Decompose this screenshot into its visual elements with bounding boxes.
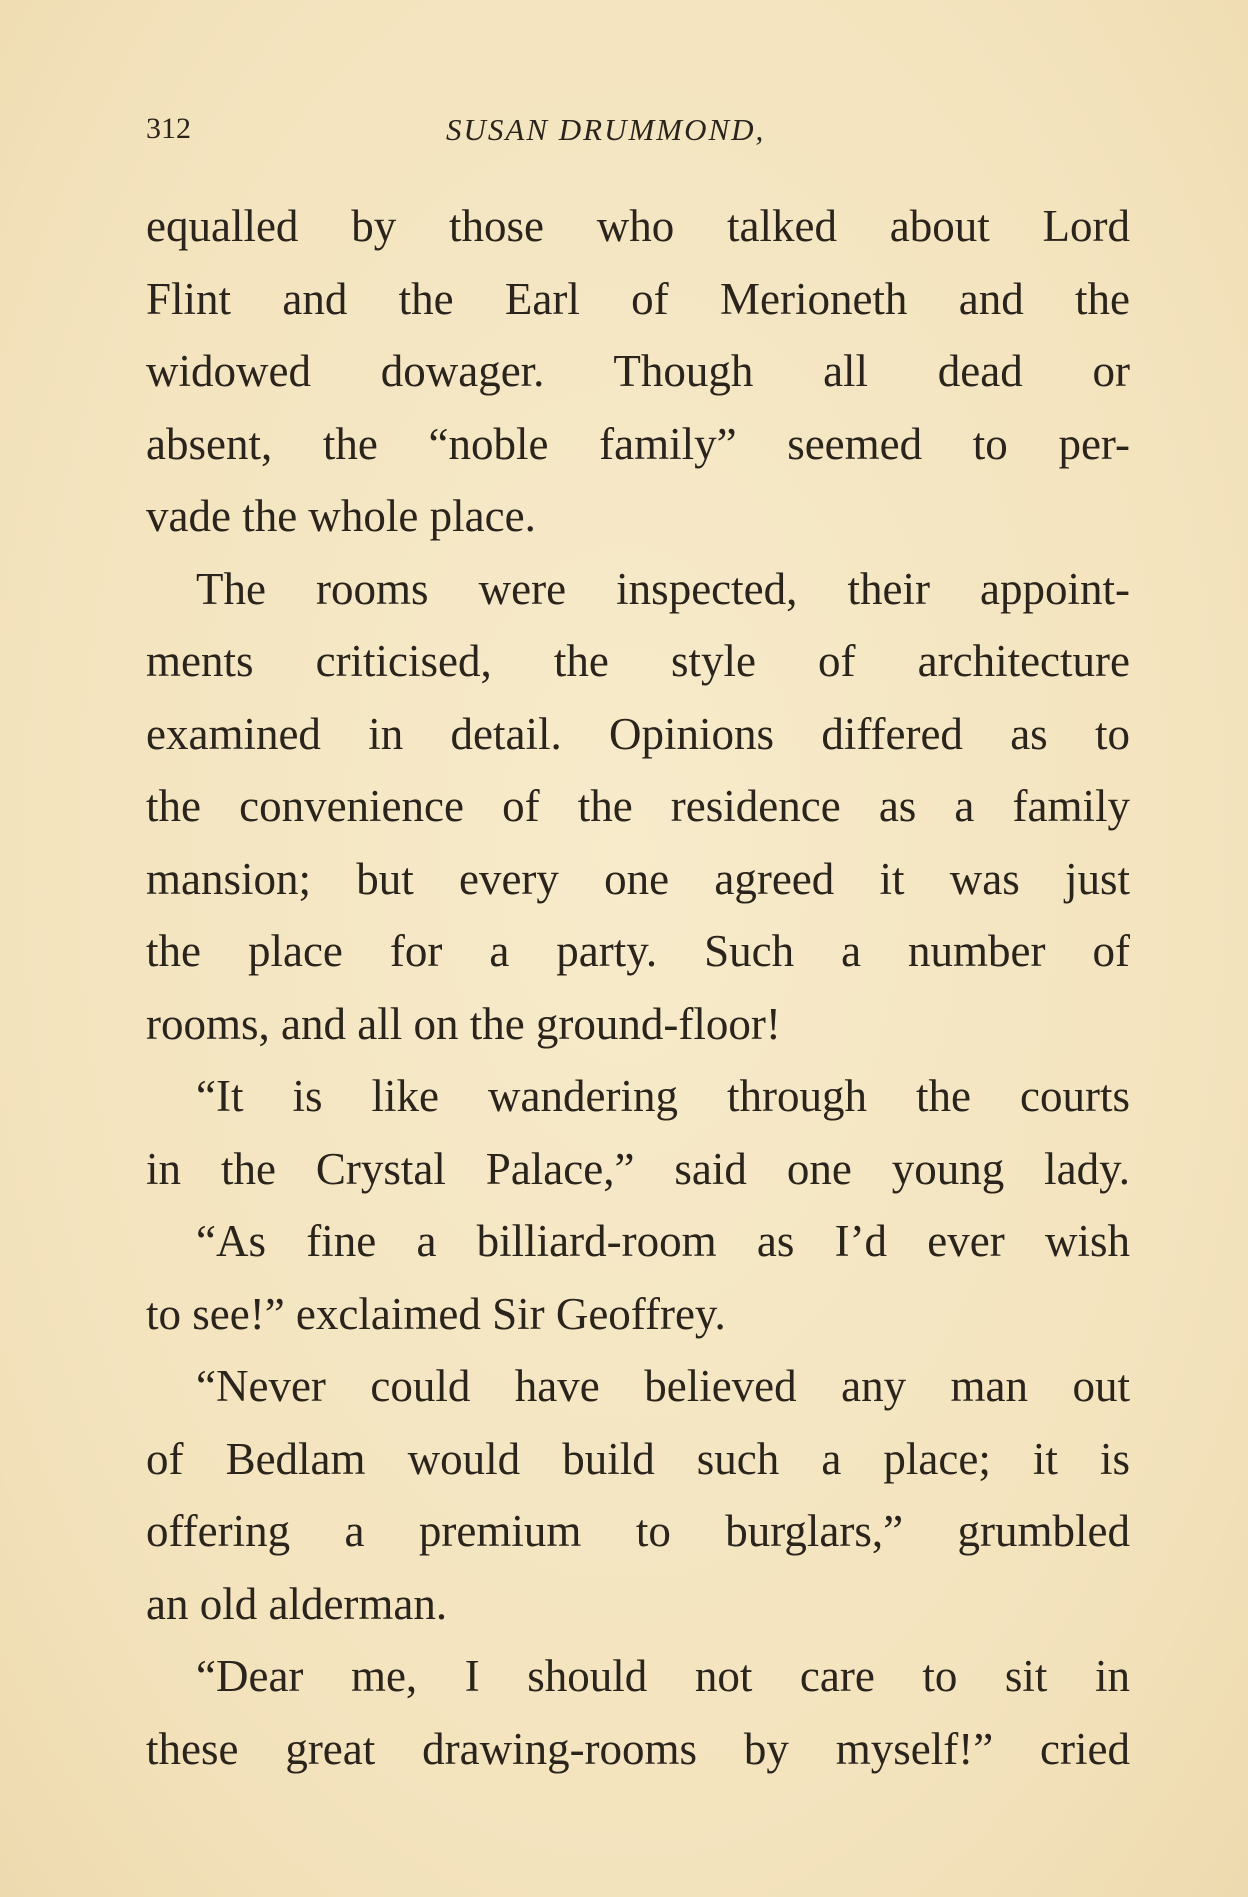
text-line: The rooms were inspected, their appoint- xyxy=(196,563,1130,614)
text-line: mansion; but every one agreed it was just xyxy=(146,853,1130,904)
text-line: “Never could have believed any man out xyxy=(196,1361,1130,1411)
text-line: the convenience of the residence as a family xyxy=(146,781,1130,831)
text-line: offering a premium to burglars,” grumbled xyxy=(146,1506,1130,1556)
text-line: “It is like wandering through the courts xyxy=(196,1071,1130,1121)
text-line: rooms, and all on the ground-floor! xyxy=(146,998,781,1049)
text-line: of Bedlam would build such a place; it is xyxy=(146,1433,1130,1484)
text-line: an old alderman. xyxy=(146,1578,448,1629)
text-line: Flint and the Earl of Merioneth and the xyxy=(146,273,1130,324)
body-text xyxy=(146,190,1130,1785)
text-line: in the Crystal Palace,” said one young lady. xyxy=(146,1143,1130,1194)
text-line: “As fine a billiard-room as I’d ever wish xyxy=(196,1216,1130,1266)
text-line: absent, the “noble family” seemed to per- xyxy=(146,418,1130,469)
text-line: ments criticised, the style of architecture xyxy=(146,636,1130,686)
text-line: examined in detail. Opinions differed as to xyxy=(146,708,1130,759)
running-title: SUSAN DRUMMOND, xyxy=(446,112,766,147)
page-header xyxy=(146,112,1116,160)
text-line: widowed dowager. Though all dead or xyxy=(146,346,1130,396)
text-line: to see!” exclaimed Sir Geoffrey. xyxy=(146,1288,726,1339)
text-line: vade the whole place. xyxy=(146,491,536,541)
text-line: the place for a party. Such a number of xyxy=(146,926,1130,976)
text-line: these great drawing-rooms by myself!” cried xyxy=(146,1723,1130,1774)
text-line: equalled by those who talked about Lord xyxy=(146,201,1130,251)
text-line: “Dear me, I should not care to sit in xyxy=(196,1651,1130,1701)
page-number: 312 xyxy=(146,112,191,145)
